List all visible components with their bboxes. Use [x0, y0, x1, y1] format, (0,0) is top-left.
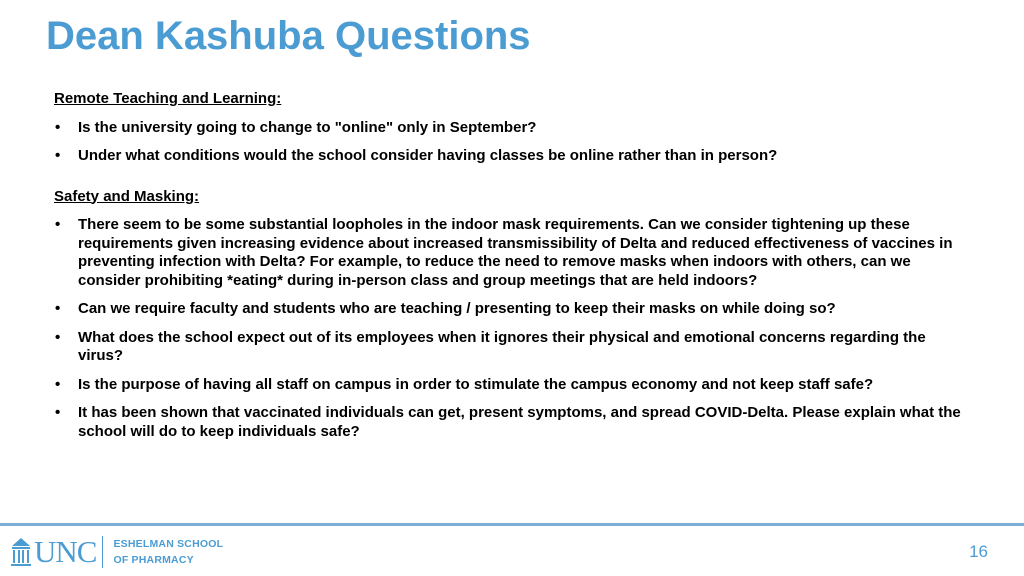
list-item: [54, 404, 964, 441]
list-item: [54, 147, 964, 166]
list-item-text: There seem to be some substantial loopholes in the indoor mask requirements. Can we consider tightening up these requirements given increasing evidence about increased transmissibility of Delta and reduced effectiveness of vaccines in preventing infection with Delta? For example, to reduce the need to remove masks when indoors with others, can we consider prohibiting *eating* during in-person class and group meetings that are held indoors?: [78, 216, 953, 289]
bullet-list: [54, 216, 964, 441]
bullet-marker: •: [55, 216, 61, 233]
logo-unc-text: UNC: [34, 534, 97, 569]
list-item: [54, 329, 964, 366]
list-item-text: Is the purpose of having all staff on campus in order to stimulate the campus economy and not keep staff safe?: [78, 375, 874, 393]
list-item-text: Under what conditions would the school consider having classes be online rather than in person?: [78, 147, 778, 164]
bullet-marker: •: [55, 300, 61, 317]
list-item: [54, 300, 964, 319]
list-item: [54, 119, 964, 138]
slide-content: [54, 90, 964, 463]
logo-school-name: [113, 536, 223, 568]
bullet-list: [54, 119, 964, 166]
logo-school-line1: ESHELMAN SCHOOL: [113, 538, 224, 550]
list-item-text: It has been shown that vaccinated individuals can get, present symptoms, and spread COVID-Delta. Please explain what the school will do to keep individuals safe?: [78, 404, 961, 440]
bullet-marker: •: [55, 328, 61, 346]
list-item-text: What does the school expect out of its employees when it ignores their physical and emotional concerns regarding the virus?: [78, 328, 926, 364]
list-item-text: Can we require faculty and students who are teaching / presenting to keep their masks on while doing so?: [78, 300, 836, 317]
section-heading: Safety and Masking:: [54, 187, 200, 205]
bullet-marker: •: [55, 147, 61, 164]
list-item: [54, 216, 964, 290]
list-item: [54, 376, 964, 395]
section-safety-masking: [54, 188, 964, 442]
footer-divider: [0, 523, 1024, 526]
page-number: 16: [969, 542, 988, 561]
bullet-marker: •: [55, 404, 61, 421]
section-remote-teaching: [54, 90, 964, 166]
old-well-icon: [10, 537, 32, 567]
slide-title: Dean Kashuba Questions: [46, 14, 531, 58]
logo-divider: [102, 536, 103, 568]
section-heading: Remote Teaching and Learning:: [54, 90, 282, 107]
logo-school-line2: OF PHARMACY: [113, 554, 194, 566]
unc-eshelman-logo: [10, 534, 223, 570]
list-item-text: Is the university going to change to "online" only in September?: [78, 118, 537, 136]
bullet-marker: •: [55, 375, 61, 393]
bullet-marker: •: [55, 118, 61, 136]
